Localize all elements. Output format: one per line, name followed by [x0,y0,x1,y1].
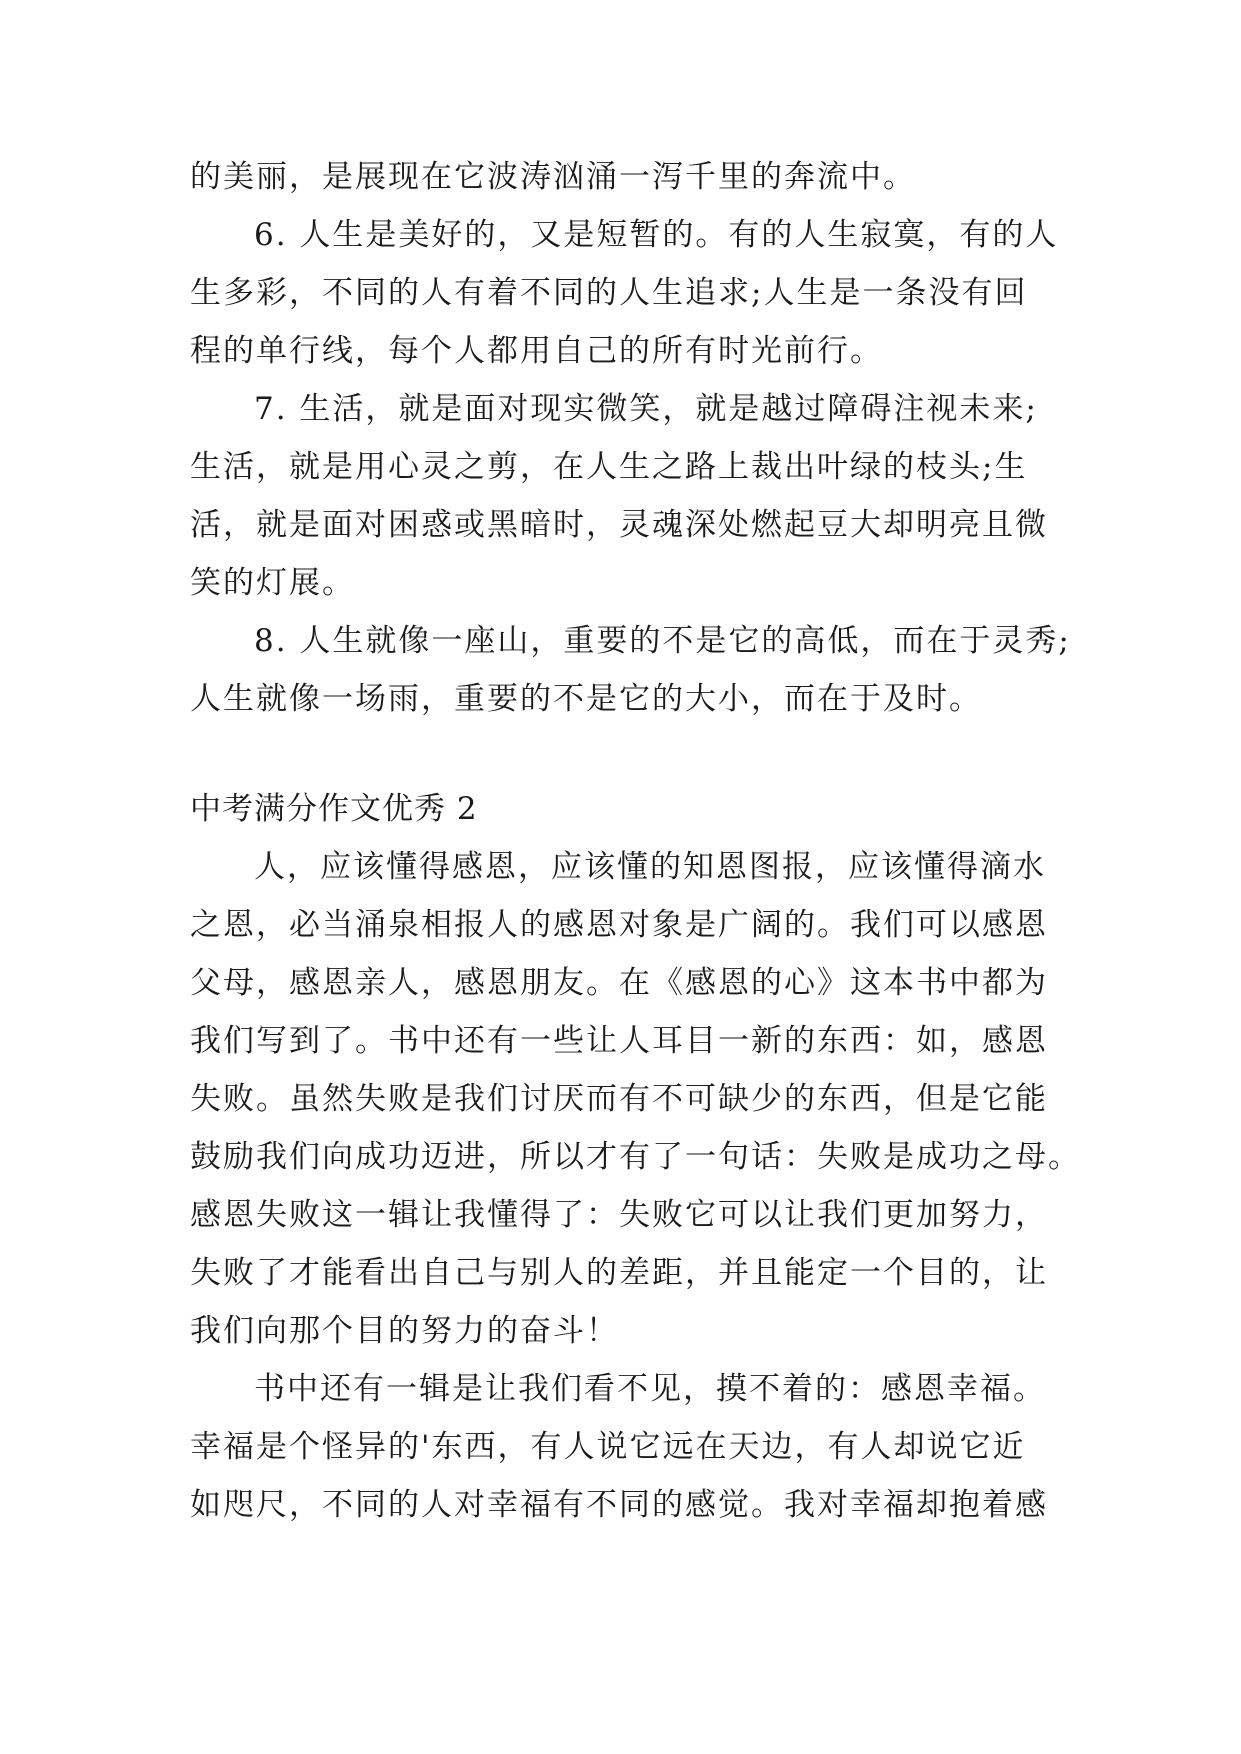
paragraph-line: 笑的灯展。 [190,565,355,601]
paragraph-line: 鼓励我们向成功迈进，所以才有了一句话：失败是成功之母。 [190,1139,1081,1175]
paragraph-line: 7. 生活，就是面对现实微笑，就是越过障碍注视未来; [254,391,1038,427]
paragraph-line: 失败。虽然失败是我们讨厌而有不可缺少的东西，但是它能 [190,1081,1048,1117]
paragraph-line: 失败了才能看出自己与别人的差距，并且能定一个目的，让 [190,1255,1048,1291]
paragraph-line: 之恩，必当涌泉相报人的感恩对象是广阔的。我们可以感恩 [190,907,1048,943]
paragraph-line: 如咫尺，不同的人对幸福有不同的感觉。我对幸福却抱着感 [190,1487,1048,1523]
paragraph-line: 我们写到了。书中还有一些让人耳目一新的东西：如，感恩 [190,1023,1048,1059]
paragraph-line: 幸福是个怪异的'东西，有人说它远在天边，有人却说它近 [190,1429,1026,1465]
document-page [190,148,1081,1534]
paragraph-line: 人生就像一场雨，重要的不是它的大小，而在于及时。 [190,681,982,717]
paragraph-line: 人，应该懂得感恩，应该懂的知恩图报，应该懂得滴水 [254,849,1046,885]
section-heading: 中考满分作文优秀 2 [190,791,478,827]
paragraph-line: 我们向那个目的努力的奋斗！ [190,1313,619,1349]
paragraph-line: 的美丽，是展现在它波涛汹涌一泻千里的奔流中。 [190,159,916,195]
paragraph-line: 生多彩，不同的人有着不同的人生追求;人生是一条没有回 [190,275,1028,311]
paragraph-line: 感恩失败这一辑让我懂得了：失败它可以让我们更加努力， [190,1197,1048,1233]
paragraph-line: 生活，就是用心灵之剪，在人生之路上裁出叶绿的枝头;生 [190,449,1028,485]
paragraph-line: 8. 人生就像一座山，重要的不是它的高低，而在于灵秀; [254,623,1071,659]
paragraph-line: 书中还有一辑是让我们看不见，摸不着的：感恩幸福。 [254,1371,1046,1407]
paragraph-line: 6. 人生是美好的，又是短暂的。有的人生寂寞，有的人 [254,217,1059,253]
paragraph-line: 程的单行线，每个人都用自己的所有时光前行。 [190,333,883,369]
paragraph-line: 活，就是面对困惑或黑暗时，灵魂深处燃起豆大却明亮且微 [190,507,1048,543]
paragraph-line: 父母，感恩亲人，感恩朋友。在《感恩的心》这本书中都为 [190,965,1048,1001]
